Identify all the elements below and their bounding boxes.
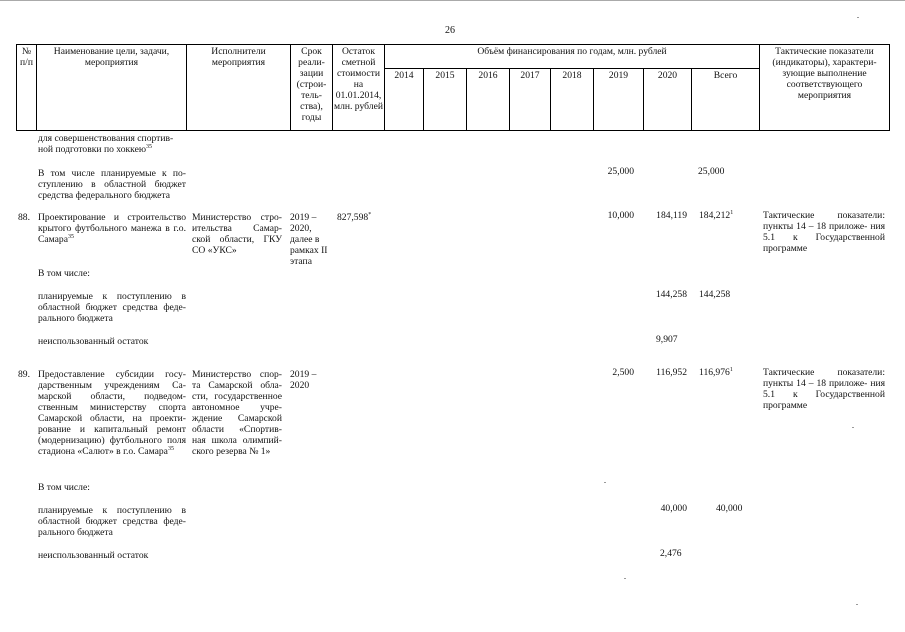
item-89-unused-text: неиспользованный остаток (38, 550, 149, 561)
item-88-remainder: 827,598* (337, 212, 372, 223)
item-89-federal-total: 40,000 (716, 503, 743, 514)
item-88-federal-total: 144,258 (699, 289, 731, 300)
header-total: Всего (692, 69, 760, 131)
header-year-2018: 2018 (551, 69, 594, 131)
scan-speck (852, 427, 854, 428)
footnote-mark: 35 (67, 234, 74, 240)
header-year-2015: 2015 (424, 69, 467, 131)
footnote-mark: 1 (730, 210, 734, 216)
header-year-2017: 2017 (510, 69, 551, 131)
item-89-name: Предоставление субсидии госу- дарственным учреждениям Са- марской области, подведом- ственным министерству спорта Самарской области, на проекти- рование и капитальный ремонт (модернизацию) футбольного поля стадиона «Салют» в г.о. Самара$^{35}$ (38, 369, 186, 457)
federal-funds-87-2019: 25,000 (607, 166, 634, 177)
header-num: № п/п (17, 45, 37, 131)
item-89-federal-text: планируемые к поступлению в областной бюджет средства феде- рального бюджета (38, 505, 186, 538)
item-88-unused-2020: 9,907 (656, 334, 678, 345)
federal-funds-87-total: 25,000 (698, 166, 725, 177)
federal-funds-87-text: В том числе планируемые к по- ступлению в областной бюджет средства федерального бюджета (38, 168, 186, 201)
table-header (16, 44, 890, 131)
item-88-federal-text: планируемые к поступлению в областной бюджет средства феде- рального бюджета (38, 291, 186, 324)
item-88-total: 184,212$^1$ (699, 210, 734, 221)
header-remainder: Остаток сметной стоимости на 01.01.2014, млн. рублей (333, 45, 385, 131)
header-funding: Объём финансирования по годам, млн. рублей (385, 45, 760, 69)
item-89-unused-2020: 2,476 (660, 548, 682, 559)
scan-speck (604, 482, 606, 483)
item-88-term: 2019 – 2020, далее в рамках II этапа (290, 212, 328, 267)
item-89-including: В том числе: (38, 482, 90, 493)
scan-speck (624, 578, 626, 579)
item-89-indicators: Тактические показатели: пункты 14 – 18 приложе- ния 5.1 к Государственной программе (763, 367, 885, 411)
item-88-federal-2020: 144,258 (655, 289, 687, 300)
header-year-2014: 2014 (385, 69, 424, 131)
scan-speck (856, 604, 858, 605)
continuation-text: для совершенствования спортив- ной подготовки по хоккею$^{35}$ (38, 133, 174, 155)
asterisk-mark: * (368, 212, 372, 218)
top-edge-line (0, 0, 905, 1)
header-year-2016: 2016 (467, 69, 510, 131)
item-88-name: Проектирование и строительство крытого футбольного манежа в г.о. Самара$^{35}$ (38, 212, 186, 245)
item-88-2020: 184,119 (656, 210, 687, 221)
footnote-mark: 35 (167, 446, 174, 452)
item-89-federal-2020: 40,000 (660, 503, 687, 514)
item-88-unused-text: неиспользованный остаток (38, 336, 149, 347)
page-number: 26 (445, 25, 455, 36)
item-88-including: В том числе: (38, 268, 90, 279)
item-89-term: 2019 – 2020 (290, 369, 317, 391)
header-year-2019: 2019 (594, 69, 644, 131)
item-88-2019: 10,000 (607, 210, 634, 221)
header-year-2020: 2020 (644, 69, 692, 131)
item-89-2019: 2,500 (612, 367, 634, 378)
scan-speck (857, 17, 859, 18)
item-89-2020: 116,952 (656, 367, 687, 378)
item-88-number: 88. (18, 212, 30, 223)
item-88-executors: Министерство стро- ительства Самар- ской области, ГКУ СО «УКС» (192, 212, 282, 256)
header-name: Наименование цели, задачи, мероприятия (37, 45, 187, 131)
item-89-executors: Министерство спор- та Самарской обла- сти, государственное автономное учре- ждение Самарской области «Спортив- ная школа олимпий- ского резерва № 1» (192, 369, 282, 457)
footnote-mark: 35 (146, 144, 153, 150)
header-executors: Исполнители мероприятия (187, 45, 291, 131)
header-term: Срок реали- зации (строи- тель- ства), годы (291, 45, 333, 131)
header-indicators: Тактические показатели (индикаторы), характери- зующие выполнение соответствующего мероприятия (760, 45, 890, 131)
footnote-mark: 1 (729, 367, 733, 373)
item-89-number: 89. (18, 369, 30, 380)
item-88-indicators: Тактические показатели: пункты 14 – 18 приложе- ния 5.1 к Государственной программе (763, 210, 885, 254)
item-89-total: 116,976$^1$ (699, 367, 733, 378)
